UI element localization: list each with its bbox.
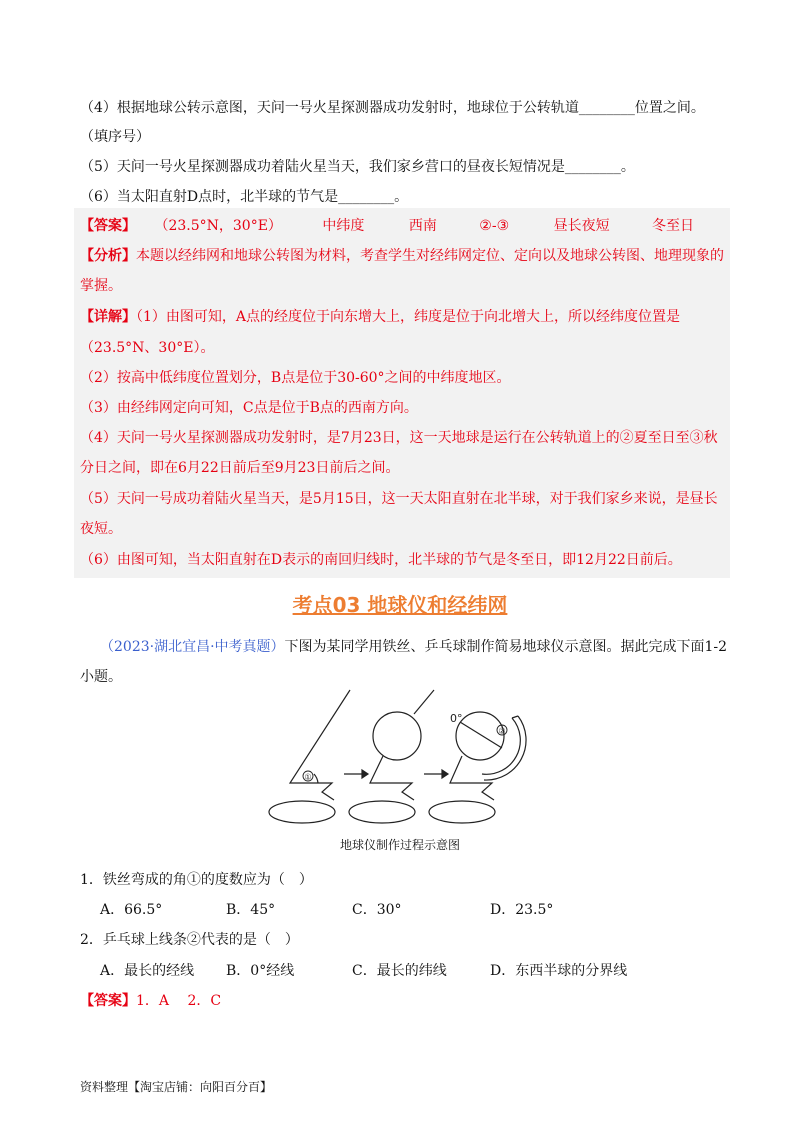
q2-option-c[interactable]: C．最长的纬线 <box>352 963 447 979</box>
analysis-label: 【分析】 <box>80 248 136 264</box>
detail-line-4a: （4）天问一号火星探测器成功发射时，是7月23日，这一天地球是运行在公转轨道上的②夏至日至③秋 <box>80 430 718 446</box>
question-6: （6）当太阳直射D点时，北半球的节气是________。 <box>80 189 409 205</box>
section-title: 考点03 地球仪和经纬网 <box>292 593 508 617</box>
final-answer-label: 【答案】 <box>80 993 136 1009</box>
question-intro-line-2: 小题。 <box>80 669 122 685</box>
detail-line-2: （2）按高中低纬度位置划分，B点是位于30-60°之间的中纬度地区。 <box>80 370 511 386</box>
q1-option-b[interactable]: B．45° <box>226 902 276 918</box>
detail-line-1a <box>80 306 680 328</box>
question-intro-line-1 <box>100 636 727 658</box>
final-answer <box>80 990 221 1012</box>
answer-item-6: 冬至日 <box>652 218 695 234</box>
q2-option-d[interactable]: D．东西半球的分界线 <box>490 963 628 979</box>
analysis-text-1: 本题以经纬网和地球公转图为材料，考查学生对经纬网定位、定向以及地球公转图、地理现象的 <box>136 248 724 264</box>
arrow-right-2 <box>424 770 448 778</box>
stage-1-wire <box>269 690 350 823</box>
question-1-stem: 1．铁丝弯成的角①的度数应为（ ） <box>80 872 313 888</box>
globe-making-figure <box>262 688 538 832</box>
q2-option-b[interactable]: B．0°经线 <box>226 963 295 979</box>
stage-2-ball <box>349 690 434 823</box>
final-answer-text: 1．A 2．C <box>136 993 222 1009</box>
footer-note: 资料整理【淘宝店铺：向阳百分百】 <box>80 1080 273 1094</box>
analysis-line-1 <box>80 245 724 267</box>
answer-item-3: 西南 <box>408 218 437 234</box>
answer-label: 【答案】 <box>80 218 136 234</box>
answer-item-2: 中纬度 <box>322 218 365 234</box>
detail-label: 【详解】 <box>80 309 136 325</box>
analysis-line-2: 掌握。 <box>80 278 122 294</box>
question-4-line-1: （4）根据地球公转示意图，天问一号火星探测器成功发射时，地球位于公转轨道________位置之间。 <box>80 100 705 116</box>
detail-line-4b: 分日之间，即在6月22日前后至9月23日前后之间。 <box>80 460 400 476</box>
answer-item-4: ②-③ <box>479 218 510 234</box>
detail-line-5b: 夜短。 <box>80 521 122 537</box>
figure-caption: 地球仪制作过程示意图 <box>339 838 460 852</box>
question-intro-text-1: 下图为某同学用铁丝、乒乓球制作简易地球仪示意图。据此完成下面1-2 <box>284 639 728 655</box>
angle-label: ① <box>304 772 312 782</box>
question-5: （5）天问一号火星探测器成功着陆火星当天，我们家乡营口的昼夜长短情况是________。 <box>80 159 635 175</box>
answer-line <box>80 215 694 237</box>
answer-item-1: （23.5°N，30°E） <box>154 218 282 234</box>
stage-3-globe <box>429 712 526 823</box>
detail-line-3: （3）由经纬网定向可知，C点是位于B点的西南方向。 <box>80 400 418 416</box>
q1-option-d[interactable]: D．23.5° <box>490 902 554 918</box>
q1-option-a[interactable]: A．66.5° <box>100 902 163 918</box>
line-label: ② <box>498 726 506 736</box>
question-2-stem: 2．乒乓球上线条②代表的是（ ） <box>80 932 299 948</box>
detail-text-1a: （1）由图可知，A点的经度位于向东增大上，纬度是位于向北增大上，所以经纬度位置是 <box>136 309 681 325</box>
detail-line-6: （6）由图可知，当太阳直射在D表示的南回归线时，北半球的节气是冬至日，即12月22日前后。 <box>80 552 682 568</box>
detail-line-1b: （23.5°N、30°E）。 <box>80 340 215 356</box>
detail-line-5a: （5）天问一号成功着陆火星当天，是5月15日，这一天太阳直射在北半球，对于我们家乡来说，是昼长 <box>80 491 718 507</box>
arrow-right-1 <box>344 770 368 778</box>
question-source: （2023·湖北宜昌·中考真题） <box>100 639 285 655</box>
q1-option-c[interactable]: C．30° <box>352 902 402 918</box>
zero-degree-label: 0° <box>450 712 463 725</box>
answer-item-5: 昼长夜短 <box>553 218 610 234</box>
question-4-line-2: （填序号） <box>80 129 150 145</box>
q2-option-a[interactable]: A．最长的经线 <box>100 963 195 979</box>
